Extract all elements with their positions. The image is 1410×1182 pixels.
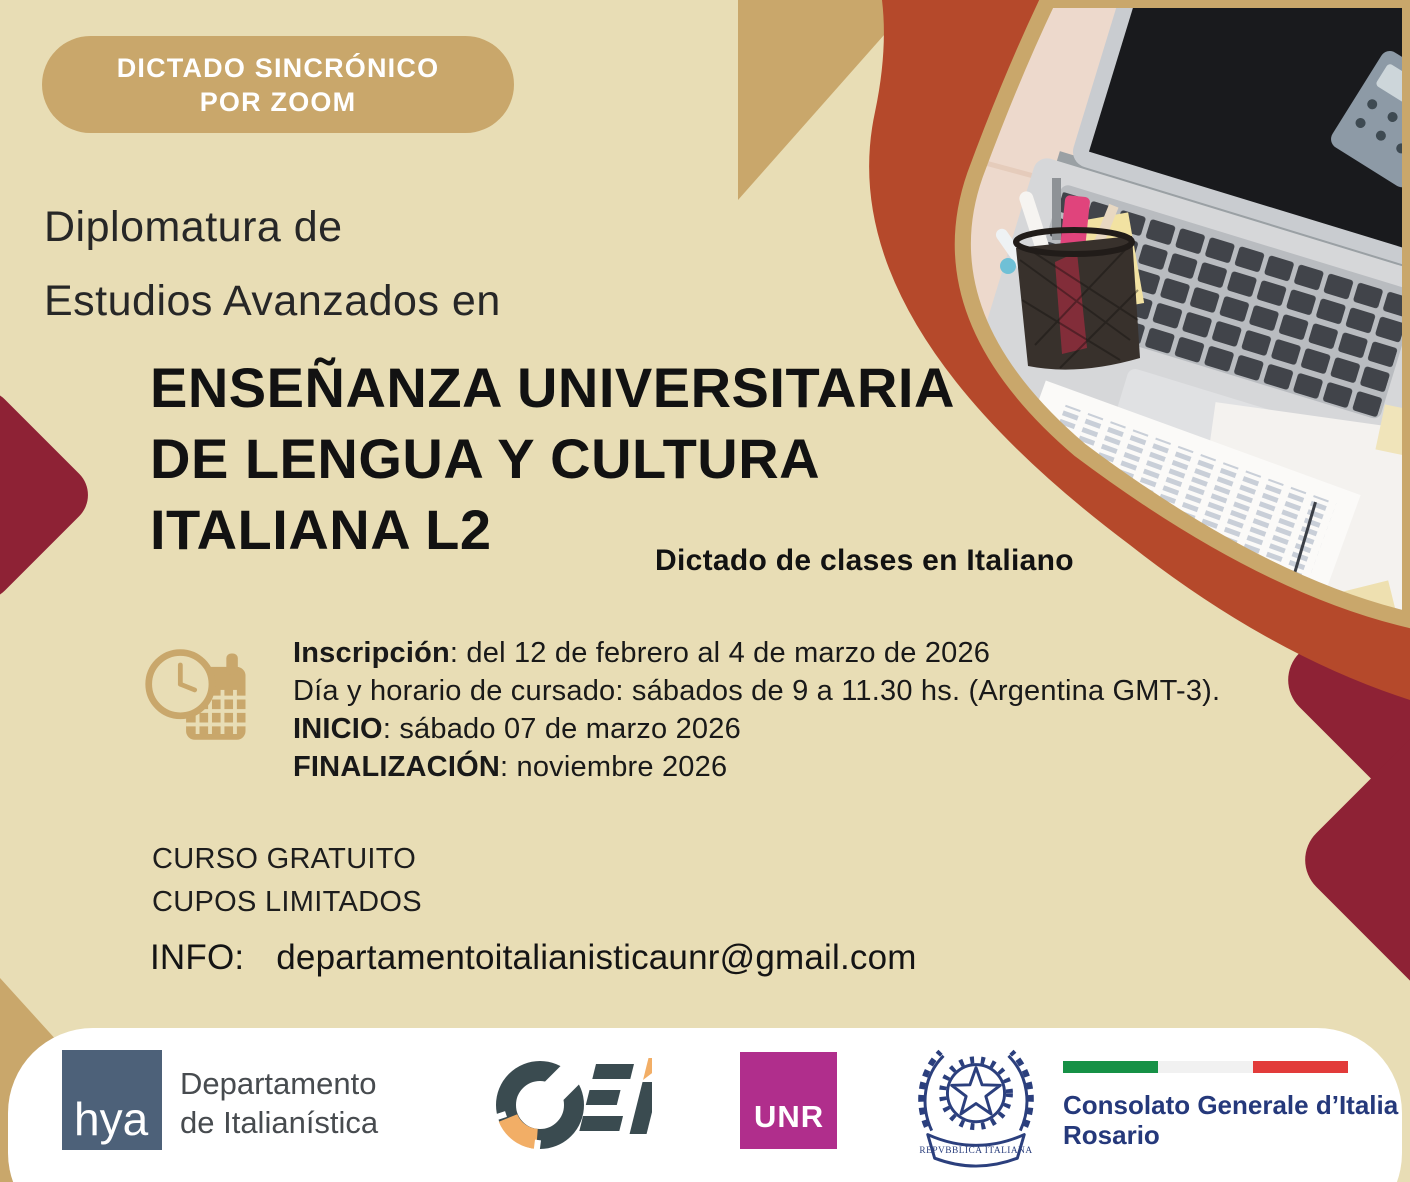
end-line: FINALIZACIÓN: noviembre 2026 xyxy=(293,751,728,783)
hya-department-name: Departamento de Italianística xyxy=(180,1066,379,1140)
info-label: INFO: xyxy=(150,938,245,977)
language-note: Dictado de clases en Italiano xyxy=(655,544,1074,577)
cei-logo xyxy=(492,1048,652,1160)
zoom-badge-line1: DICTADO SINCRÓNICO xyxy=(116,52,440,83)
schedule-block xyxy=(293,634,1220,786)
hya-logo: hya xyxy=(62,1050,162,1150)
contact-email: departamentoitalianisticaunr@gmail.com xyxy=(276,938,917,977)
italy-emblem xyxy=(912,1036,1040,1176)
start-line: INICIO: sábado 07 de marzo 2026 xyxy=(293,713,741,745)
pen-cup xyxy=(1016,230,1140,370)
program-intro: Diplomatura de Estudios Avanzados en xyxy=(44,203,501,325)
consulate-name: Consolato Generale d’Italia Rosario xyxy=(1063,1090,1399,1150)
page-title: ENSEÑANZA UNIVERSITARIA DE LENGUA Y CULTURA ITALIANA L2 xyxy=(150,356,955,561)
course-notes: CURSO GRATUITO CUPOS LIMITADOS xyxy=(152,843,422,918)
unr-logo: UNR xyxy=(740,1052,837,1149)
emblem-ribbon-text: REPVBBLICA ITALIANA xyxy=(919,1146,1033,1157)
italy-flag xyxy=(1063,1061,1348,1073)
zoom-badge-line2: POR ZOOM xyxy=(199,86,357,117)
contact-line xyxy=(150,938,917,978)
zoom-badge xyxy=(42,36,514,133)
clock-calendar-icon xyxy=(142,642,257,757)
flag-white xyxy=(1158,1061,1253,1073)
class-days-line: Día y horario de cursado: sábados de 9 a 11.30 hs. (Argentina GMT-3). xyxy=(293,675,1221,707)
inscription-line: Inscripción: del 12 de febrero al 4 de marzo de 2026 xyxy=(293,637,991,669)
flag-red xyxy=(1253,1061,1348,1073)
maroon-left-diamond xyxy=(0,378,100,611)
flag-green xyxy=(1063,1061,1158,1073)
logo-bar xyxy=(8,1028,1402,1182)
